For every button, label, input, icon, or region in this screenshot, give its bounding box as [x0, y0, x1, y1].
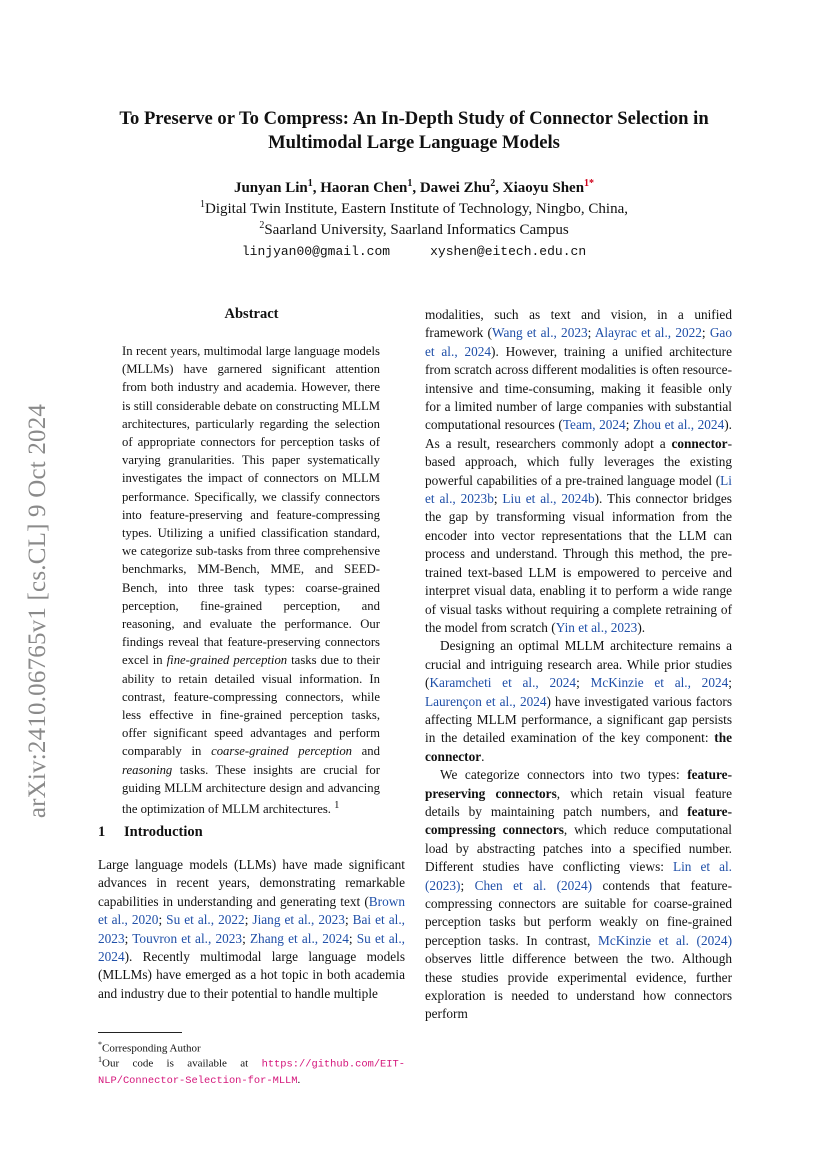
citation-link[interactable]: Liu et al., 2024b — [502, 491, 595, 507]
citation-link[interactable]: McKinzie et al., 2024 — [590, 675, 729, 691]
affiliation-2: $^2$Saarland University, Saarland Informatics Campus — [259, 220, 569, 238]
author-block — [80, 178, 748, 262]
author-affiliation-mark: 1* — [584, 178, 595, 189]
abstract-heading: Abstract — [224, 306, 279, 322]
citation-link[interactable]: Su et al., 2024 — [98, 930, 405, 965]
abstract-body: In recent years, multimodal large language models (MLLMs) have garnered significant attention from both industry and academia. However, there is still considerable debate on constructing MLLM architectures, particularly regarding the selection of appropriate connectors for perception tasks of varying granularities. This paper systematically investigates the impact of connectors on MLLM performance. Specifically, we classify connectors into feature-preserving and feature-compressing types. Utilizing a unified classification standard, we categorize sub-tasks from three comprehensive benchmarks, MM-Bench, MME, and SEED-Bench, into three task types: coarse-grained perception, fine-grained perception, and reasoning, and evaluate the performance. Our findings reveal that feature-preserving connectors excel in fine-grained perception tasks due to their ability to retain detailed visual information. In contrast, feature-compressing connectors, while less effective in fine-grained perception tasks, offer significant speed advantages and perform comparably in coarse-grained perception and reasoning tasks. These insights are crucial for guiding MLLM architecture design and advancing the optimization of MLLM architectures. $^1$ — [122, 344, 380, 817]
author-affiliation-mark: 2 — [490, 178, 496, 189]
intro-paragraph: Large language models (LLMs) have made significant advances in recent years, demonstrating remarkable capabilities in understanding and generating text (Brown et al., 2020; Su et al., 2022; Jiang et al., 2023; Bai et al., 2023; Touvron et al., 2023; Zhang et al., 2024; Su et al., 2024). Recently multimodal large language models (MLLMs) have emerged as a hot topic in both academia and industry due to their potential to handle multiple — [98, 857, 405, 1001]
email-line — [80, 241, 748, 262]
citation-link[interactable]: Jiang et al., 2023 — [252, 912, 345, 928]
citation-link[interactable]: Brown et al., 2020 — [98, 893, 405, 928]
citation-link[interactable]: Yin et al., 2023 — [555, 619, 638, 635]
right-column — [425, 306, 732, 1024]
author-names: Junyan Lin$^1$, Haoran Chen$^1$, Dawei Zhu$^2$, Xiaoyu Shen$^{1*}$ — [233, 178, 595, 196]
author-name: Haoran Chen — [320, 180, 408, 196]
citation-link[interactable]: Zhang et al., 2024 — [249, 930, 349, 946]
citation-link[interactable]: Karamcheti et al., 2024 — [429, 675, 577, 691]
email-address: xyshen@eitech.edu.cn — [430, 244, 587, 259]
email-address: linjyan00@gmail.com — [241, 244, 391, 259]
citation-link[interactable]: Chen et al. (2024) — [474, 877, 593, 893]
footnote-corresponding: *Corresponding Author — [98, 1040, 201, 1055]
arxiv-stamp: arXiv:2410.06765v1 [cs.CL] 9 Oct 2024 — [24, 403, 52, 819]
citation-link[interactable]: Li et al., 2023b — [425, 472, 732, 507]
footnote-code: $^1$Our code is available at https://github.com/EIT-NLP/Connector-Selection-for-MLLM. — [98, 1055, 405, 1087]
code-repository-link[interactable]: https://github.com/EIT-NLP/Connector-Selection-for-MLLM — [98, 1058, 405, 1087]
author-name: Junyan Lin — [233, 180, 308, 196]
footnote-rule — [98, 1032, 182, 1033]
paragraph: We categorize connectors into two types: feature-preserving connectors, which retain visual feature details by maintaining patch numbers, and feature-compressing connectors, which reduce computational load by abstracting patches into a specified number. Different studies have conflicting views: Lin et al. (2023); Chen et al. (2024) contends that feature-compressing connectors are suitable for coarse-grained perception tasks but perform weakly on fine-grained perception tasks. In contrast, McKinzie et al. (2024) observes little difference between the two. Although these studies provide experimental evidence, further exploration is needed to understand how connectors perform — [425, 767, 733, 1022]
citation-link[interactable]: Su et al., 2022 — [166, 912, 245, 928]
citation-link[interactable]: Wang et al., 2023 — [491, 325, 588, 341]
citation-link[interactable]: Team, 2024 — [562, 417, 626, 433]
paragraph: Designing an optimal MLLM architecture remains a crucial and intriguing research area. While prior studies (Karamcheti et al., 2024; McKinzie et al., 2024; Laurençon et al., 2024) have investigated various factors affecting MLLM performance, a significant gap persists in the detailed examination of the key component: the connector. — [425, 638, 732, 764]
citation-link[interactable]: Zhou et al., 2024 — [632, 417, 725, 433]
section-heading-introduction: 1 Introduction — [98, 824, 203, 840]
citation-link[interactable]: Laurençon et al., 2024 — [425, 693, 547, 709]
affiliation-1: $^1$Digital Twin Institute, Eastern Institute of Technology, Ningbo, China, — [200, 199, 628, 217]
footnote-mark: 1 — [334, 800, 340, 812]
author-affiliation-mark: 1 — [407, 178, 413, 189]
paragraph: modalities, such as text and vision, in a unified framework (Wang et al., 2023; Alayrac et al., 2022; Gao et al., 2024). However, training a unified architecture from scratch across different modalities is often resource-intensive and time-consuming, making it feasible only for a limited number of large companies with substantial computational resources (Team, 2024; Zhou et al., 2024). As a result, researchers commonly adopt a connector-based approach, which fully leverages the existing powerful capabilities of a pre-trained language model (Li et al., 2023b; Liu et al., 2024b). This connector bridges the gap by transforming visual information from the encoder into vector representations that the LLM can process and understand. Through this method, the pre-trained text-based LLM is empowered to perceive and interpret visual data, enabling it to perform a wide range of visual tasks without requiring a complete retraining of the model from scratch (Yin et al., 2023). — [425, 307, 732, 635]
citation-link[interactable]: Alayrac et al., 2022 — [594, 325, 702, 341]
citation-link[interactable]: Gao et al., 2024 — [425, 325, 732, 359]
author-affiliation-mark: 1 — [307, 178, 313, 189]
author-name: Xiaoyu Shen — [502, 180, 585, 196]
citation-link[interactable]: Lin et al. (2023) — [425, 859, 732, 893]
citation-link[interactable]: Bai et al., 2023 — [98, 912, 405, 946]
citation-link[interactable]: McKinzie et al. (2024) — [598, 932, 733, 948]
paper-title: To Preserve or To Compress: An In-Depth Study of Connector Selection in Multimodal Large Language Models — [119, 108, 709, 153]
author-name: Dawei Zhu — [419, 180, 491, 196]
citation-link[interactable]: Touvron et al., 2023 — [132, 930, 243, 946]
